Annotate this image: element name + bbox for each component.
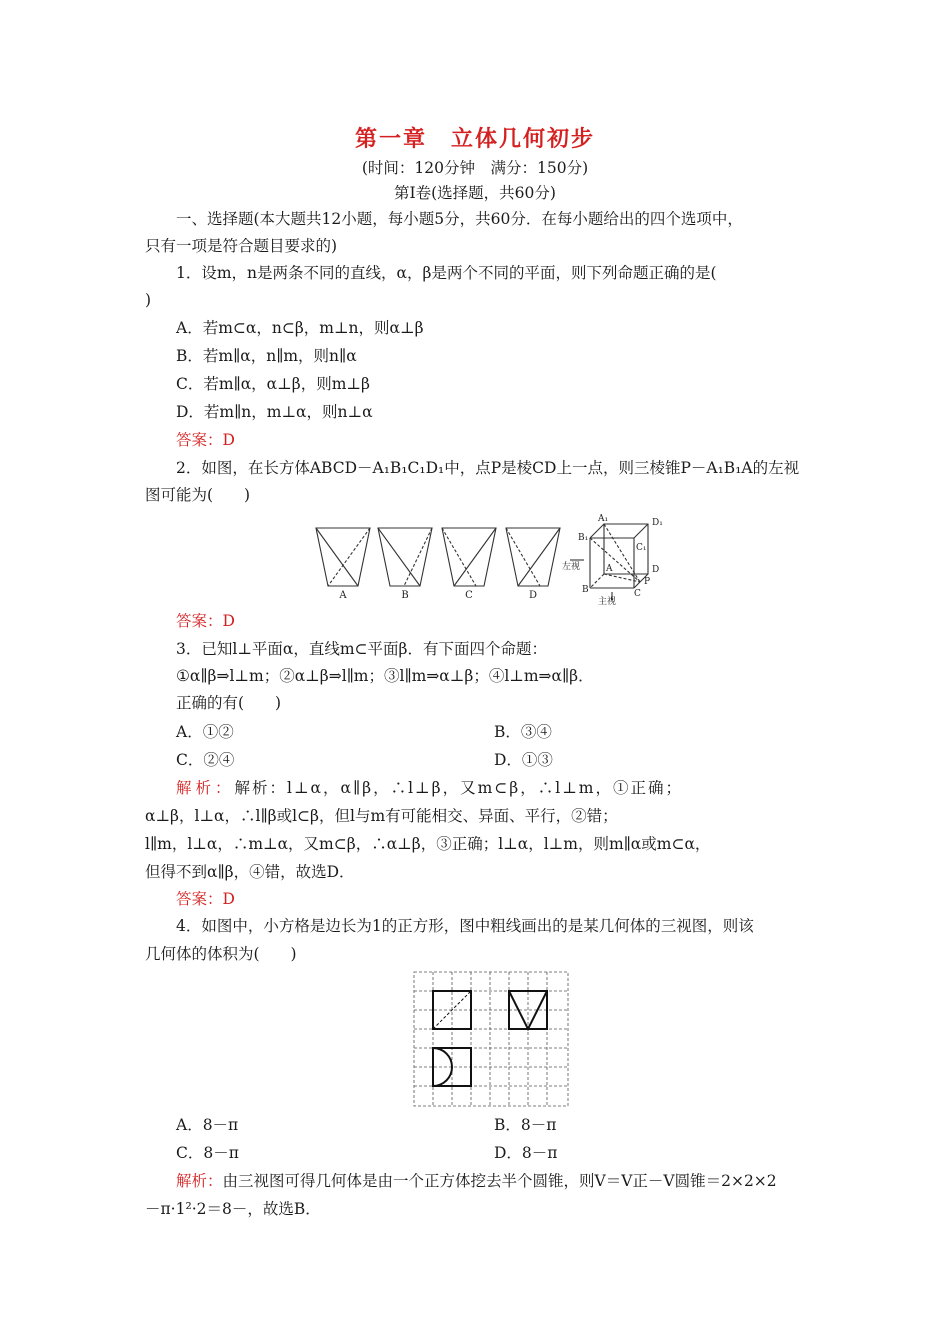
- cube-label-d: D: [652, 565, 660, 575]
- section-intro-cont: 只有一项是符合题目要求的): [145, 237, 338, 255]
- q3-answer: 答案：D: [176, 890, 235, 908]
- q3-prompt: 正确的有( ): [176, 694, 282, 712]
- q4-option-a: A．8－π: [176, 1116, 239, 1134]
- q3-option-b: B．③④: [494, 723, 552, 741]
- cube-label-front-view: 主视: [598, 597, 617, 607]
- q3-option-d: D．①③: [494, 751, 553, 769]
- cube-label-c1: C₁: [636, 543, 647, 553]
- q4-explanation-2: －π·1²·2＝8－，故选B．: [145, 1200, 321, 1218]
- cube-label-d1: D₁: [652, 518, 663, 528]
- q2-stem: 2．如图，在长方体ABCD－A₁B₁C₁D₁中，点P是棱CD上一点，则三棱锥P－A₁B₁A的左视: [176, 459, 800, 477]
- q3-propositions: ①α∥β⇒l⊥m；②α⊥β⇒l∥m；③l∥m⇒α⊥β；④l⊥m⇒α∥β．: [176, 667, 594, 685]
- q4-option-c: C．8－π: [176, 1144, 239, 1162]
- fig-label-a: A: [339, 590, 347, 601]
- view-c-shape: [442, 528, 496, 586]
- q4-three-view-figure: [412, 970, 572, 1110]
- view-b-shape: [378, 528, 432, 586]
- q4-option-d: D．8－π: [494, 1144, 558, 1162]
- view-a-shape: [316, 528, 370, 586]
- cube-label-left-view: 左视: [562, 562, 581, 572]
- q4-option-b: B．8－π: [494, 1116, 557, 1134]
- q4-explanation-1: 解析：由三视图可得几何体是由一个正方体挖去半个圆锥，则V＝V正－V圆锥＝2×2×2: [176, 1172, 777, 1190]
- section-intro: 一、选择题(本大题共12小题，每小题5分，共60分．在每小题给出的四个选项中，: [176, 210, 743, 228]
- q1-option-c: C．若m∥α，α⊥β，则m⊥β: [176, 375, 370, 393]
- q3-explanation-3: l∥m，l⊥α，∴m⊥α，又m⊂β，∴α⊥β，③正确；l⊥α，l⊥m，则m∥α或m⊂α，: [145, 835, 711, 853]
- cube-label-a1: A₁: [598, 514, 609, 524]
- fig-label-b: B: [401, 590, 409, 601]
- cube-label-b1: B₁: [578, 533, 589, 543]
- chapter-title: 第一章 立体几何初步: [354, 127, 595, 152]
- q1-option-a: A．若m⊂α，n⊂β，m⊥n，则α⊥β: [176, 319, 424, 337]
- q1-option-d: D．若m∥n，m⊥α，则n⊥α: [176, 403, 373, 421]
- q3-explanation-1: 解析：解析：l⊥α，α∥β，∴l⊥β，又m⊂β，∴l⊥m，①正确；: [176, 779, 683, 797]
- q3-option-c: C．②④: [176, 751, 235, 769]
- q3-explanation-2: α⊥β，l⊥α，∴l∥β或l⊂β，但l与m有可能相交、异面、平行，②错；: [145, 807, 618, 825]
- q3-stem: 3．已知l⊥平面α，直线m⊂平面β．有下面四个命题：: [176, 640, 548, 658]
- volume-heading: 第Ⅰ卷(选择题，共60分): [394, 184, 556, 202]
- q3-explanation-4: 但得不到α∥β，④错，故选D．: [145, 863, 355, 881]
- fig-label-d: D: [528, 590, 538, 601]
- q4-stem: 4．如图中，小方格是边长为1的正方形，图中粗线画出的是某几何体的三视图，则该: [176, 917, 754, 935]
- q2-figure: [308, 508, 668, 608]
- q4-stem-cont: 几何体的体积为( ): [145, 945, 297, 963]
- cube-label-c: C: [634, 589, 641, 599]
- cube-label-a: A: [606, 564, 613, 574]
- q3-option-a: A．①②: [176, 723, 234, 741]
- fig-label-c: C: [465, 590, 473, 601]
- cube-label-p: P: [644, 577, 651, 587]
- q2-answer: 答案：D: [176, 612, 235, 630]
- q1-stem: 1．设m，n是两条不同的直线，α，β是两个不同的平面，则下列命题正确的是(: [176, 264, 717, 282]
- q1-option-b: B．若m∥α，n∥m，则n∥α: [176, 347, 357, 365]
- view-d-shape: [506, 528, 560, 586]
- q1-stem-cont: ): [145, 291, 152, 309]
- q2-stem-cont: 图可能为( ): [145, 486, 251, 504]
- q1-answer: 答案：D: [176, 431, 235, 449]
- exam-info: (时间：120分钟 满分：150分): [361, 159, 589, 177]
- cube-label-b: B: [582, 585, 589, 595]
